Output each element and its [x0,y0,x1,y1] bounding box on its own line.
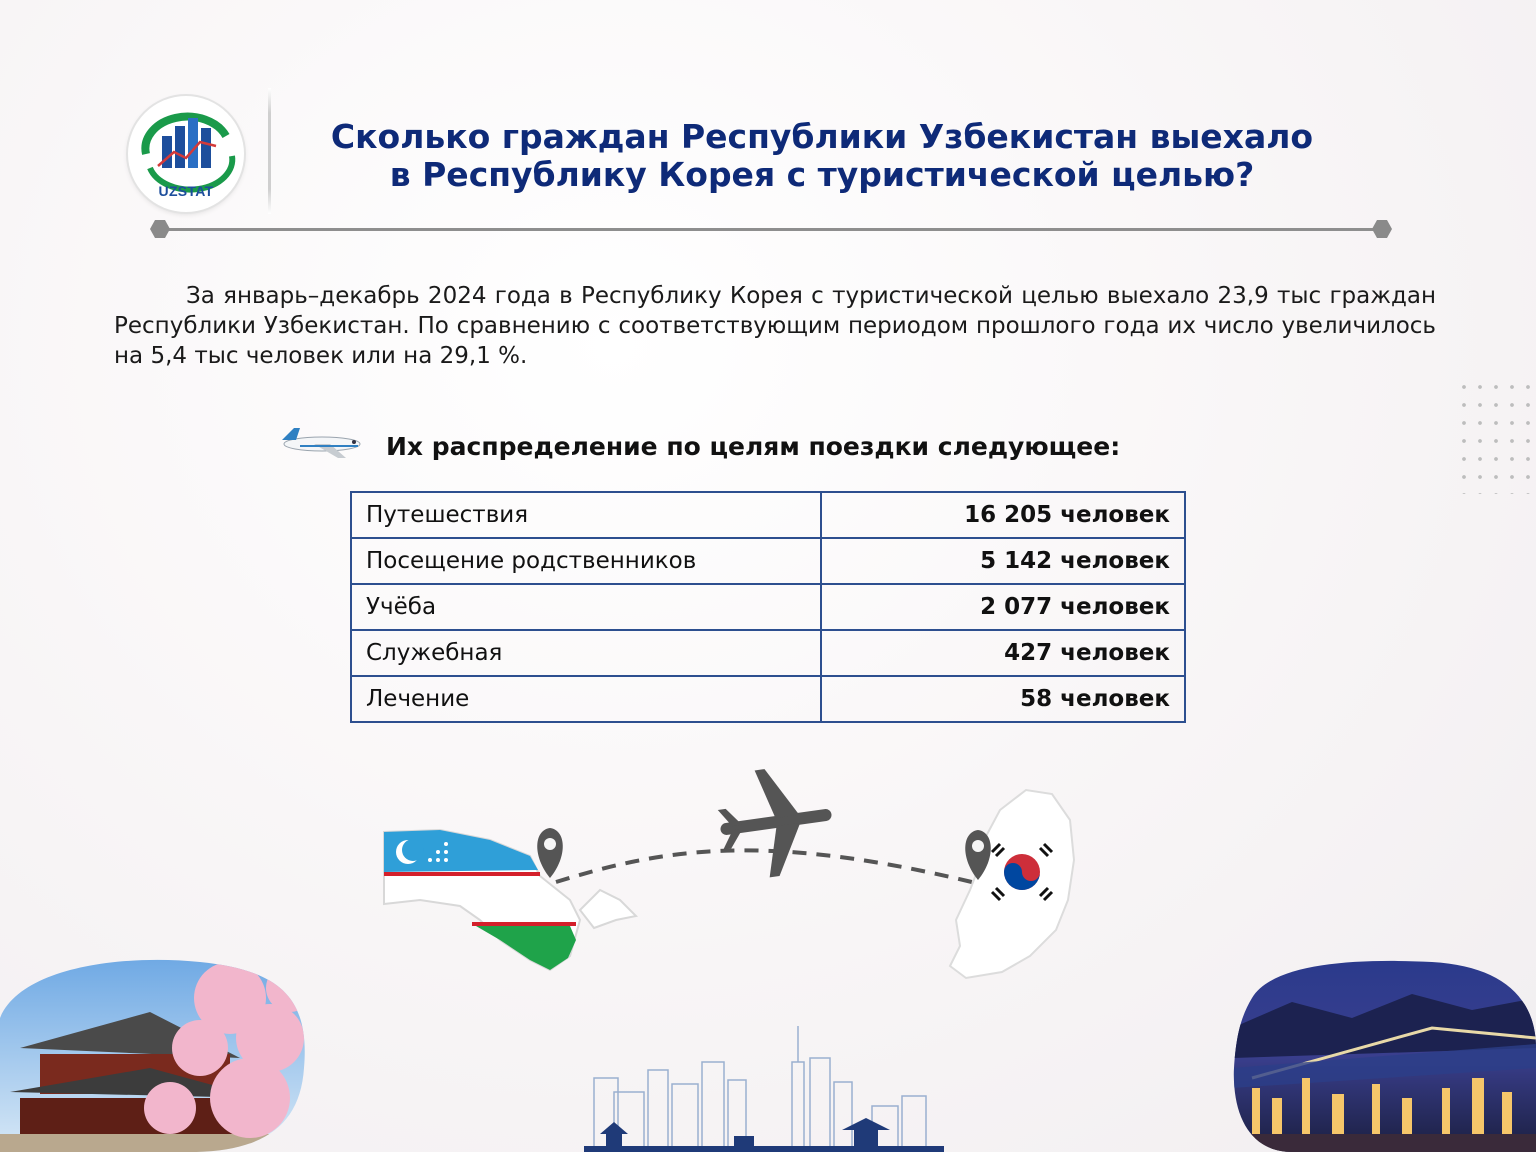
row-label: Учёба [351,584,821,630]
airplane-icon [713,762,833,884]
airliner-icon [268,424,364,464]
row-label: Путешествия [351,492,821,538]
purpose-table [350,491,1186,723]
seoul-skyline-illustration [584,1022,944,1152]
table-row [351,676,1185,722]
title-line-1: Сколько граждан Республики Узбекистан выехало [330,117,1314,156]
logo-text: UZSTAT [158,183,214,199]
palace-cherry-blossom-photo [0,958,306,1152]
divider-left-hexagon [150,220,170,238]
table-row [351,584,1185,630]
row-label: Служебная [351,630,821,676]
flight-path [556,850,980,884]
row-value: 2 077 человек [821,584,1185,630]
row-value: 5 142 человек [821,538,1185,584]
distribution-heading: Их распределение по целям поездки следующее: [386,432,1121,461]
uzbekistan-map-icon [384,830,636,970]
table-row [351,630,1185,676]
flight-route-illustration [380,760,1100,990]
page-title [290,118,1354,194]
row-value: 58 человек [821,676,1185,722]
table-row [351,538,1185,584]
title-line-2: в Республику Корея с туристической целью? [389,155,1255,194]
origin-pin-icon [537,828,563,878]
korea-map-icon [950,790,1074,978]
title-divider [160,228,1382,231]
row-label: Лечение [351,676,821,722]
row-value: 16 205 человек [821,492,1185,538]
row-value: 427 человек [821,630,1185,676]
decorative-dot-grid [1456,378,1536,494]
uzstat-logo [128,96,244,212]
divider-right-hexagon [1372,220,1392,238]
intro-paragraph: За январь–декабрь 2024 года в Республику Корея с туристической целью выехало 23,9 тыс граждан Республики Узбекистан. По сравнению с соответствующим периодом прошлого года их число увеличилось на 5,4 тыс человек или на 29,1 %. [114,283,1436,369]
header-separator [268,88,271,214]
row-label: Посещение родственников [351,538,821,584]
table-row [351,492,1185,538]
night-city-photo [1232,958,1536,1152]
